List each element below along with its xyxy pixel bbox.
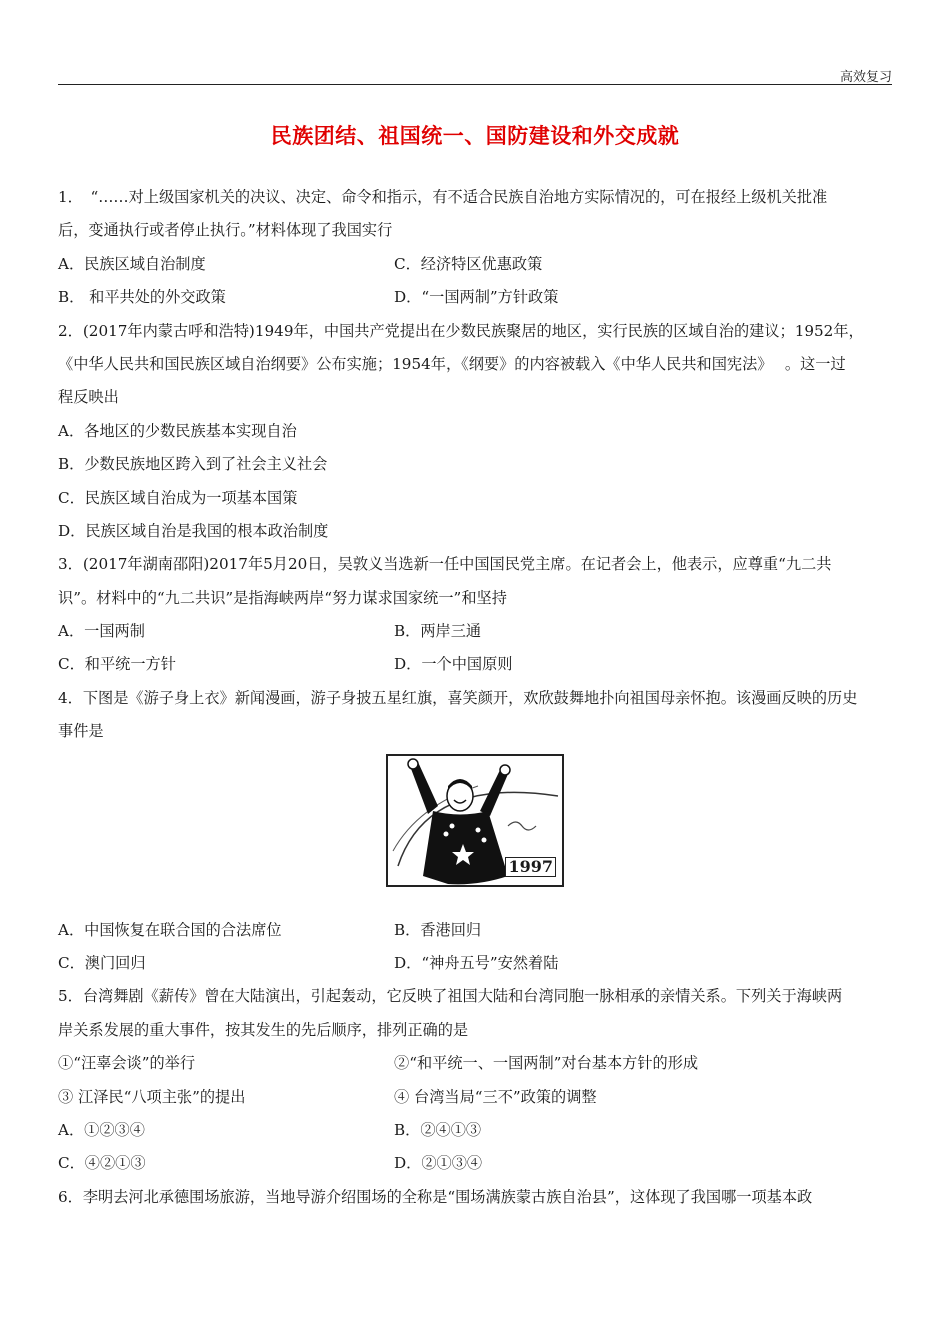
question-3-options-row-2: [58, 648, 892, 681]
cartoon-year-label: 1997: [505, 857, 556, 877]
question-5-stem-line-2: 岸关系发展的重大事件，按其发生的先后顺序，排列正确的是: [58, 1020, 469, 1039]
question-5-stem-line-1: 5．台湾舞剧《薪传》曾在大陆演出，引起轰动，它反映了祖国大陆和台湾同胞一脉相承的亲情关系。下列关于海峡两: [58, 987, 843, 1006]
question-2-stem-line-1: 2．(2017年内蒙古呼和浩特)1949年，中国共产党提出在少数民族聚居的地区，实行民族的区域自治的建议；1952年，: [58, 321, 864, 340]
question-3-option-a: A．一国两制: [58, 622, 145, 641]
header-label: 高效复习: [839, 70, 892, 85]
question-1-option-a: A．民族区域自治制度: [58, 254, 206, 273]
question-5-item-1: ①“汪辜会谈”的举行: [58, 1054, 196, 1073]
question-3-option-c: C．和平统一方针: [58, 655, 176, 674]
question-4-stem-line-2: 事件是: [58, 722, 104, 741]
question-4-options-row-2: [58, 947, 892, 980]
question-2: [58, 315, 892, 549]
question-5-option-d: D．②①③④: [394, 1154, 483, 1173]
question-5-item-4: ④ 台湾当局“三不”政策的调整: [394, 1087, 597, 1106]
question-3-stem-line-2: 识”。材料中的“九二共识”是指海峡两岸“努力谋求国家统一”和坚持: [58, 588, 507, 607]
cartoon-figure: [58, 749, 892, 914]
question-3-stem-line-1: 3．(2017年湖南邵阳)2017年5月20日，吴敦义当选新一任中国国民党主席。在记者会上，他表示，应尊重“九二共: [58, 555, 832, 574]
question-5-option-b: B．②④①③: [394, 1120, 482, 1139]
question-3: [58, 548, 892, 682]
question-5-item-2: ②“和平统一、一国两制”对台基本方针的形成: [394, 1054, 699, 1073]
question-1: [58, 181, 892, 315]
question-1-option-d: D．“一国两制”方针政策: [394, 288, 559, 307]
question-6: [58, 1181, 892, 1214]
question-1-stem-line-1: 1． “……对上级国家机关的决议、决定、命令和指示，有不适合民族自治地方实际情况的，可在报经上级机关批准: [58, 188, 828, 206]
question-2-option-d: D．民族区域自治是我国的根本政治制度: [58, 521, 329, 540]
question-4-option-d: D．“神舟五号”安然着陆: [394, 954, 559, 973]
question-1-option-c: C．经济特区优惠政策: [394, 254, 543, 273]
question-4-stem-line-1: 4．下图是《游子身上衣》新闻漫画，游子身披五星红旗，喜笑颜开，欢欣鼓舞地扑向祖国母亲怀抱。该漫画反映的历史: [58, 688, 858, 707]
question-1-option-b: B． 和平共处的外交政策: [58, 288, 226, 307]
question-5-option-a: A．①②③④: [58, 1120, 145, 1139]
header-rule: [58, 84, 892, 85]
question-3-options-row-1: [58, 615, 892, 648]
question-2-stem-line-3: 程反映出: [58, 388, 119, 407]
question-2-option-a: A．各地区的少数民族基本实现自治: [58, 421, 297, 440]
question-4-option-b: B．香港回归: [394, 920, 482, 939]
question-1-options-row-1: [58, 248, 892, 281]
question-4-option-a: A．中国恢复在联合国的合法席位: [58, 920, 282, 939]
page-title: 民族团结、祖国统一、国防建设和外交成就: [270, 124, 680, 148]
question-5-items-row-2: [58, 1081, 892, 1114]
question-5-item-3: ③ 江泽民“八项主张”的提出: [58, 1087, 246, 1106]
question-4-options-row-1: [58, 914, 892, 947]
question-5-options-row-1: [58, 1114, 892, 1147]
question-3-option-b: B．两岸三通: [394, 622, 482, 641]
question-5: [58, 980, 892, 1180]
question-5-options-row-2: [58, 1147, 892, 1180]
news-cartoon-image: [386, 754, 564, 887]
question-list: [58, 181, 892, 1214]
question-2-stem-line-2: 《中华人民共和国民族区域自治纲要》公布实施；1954年，《纲要》的内容被载入《中华人民共和国宪法》 。这一过: [58, 354, 846, 373]
question-2-option-b: B．少数民族地区跨入到了社会主义社会: [58, 455, 328, 474]
question-5-option-c: C．④②①③: [58, 1154, 146, 1173]
question-3-option-d: D．一个中国原则: [394, 655, 513, 674]
question-1-options-row-2: [58, 281, 892, 314]
question-6-stem-line-1: 6．李明去河北承德围场旅游，当地导游介绍围场的全称是“围场满族蒙古族自治县”，这体现了我国哪一项基本政: [58, 1187, 813, 1206]
question-1-stem-line-2: 后，变通执行或者停止执行。”材料体现了我国实行: [58, 221, 393, 240]
question-2-option-c: C．民族区域自治成为一项基本国策: [58, 488, 298, 507]
question-4-option-c: C．澳门回归: [58, 954, 146, 973]
question-5-items-row-1: [58, 1047, 892, 1080]
question-4: [58, 682, 892, 981]
